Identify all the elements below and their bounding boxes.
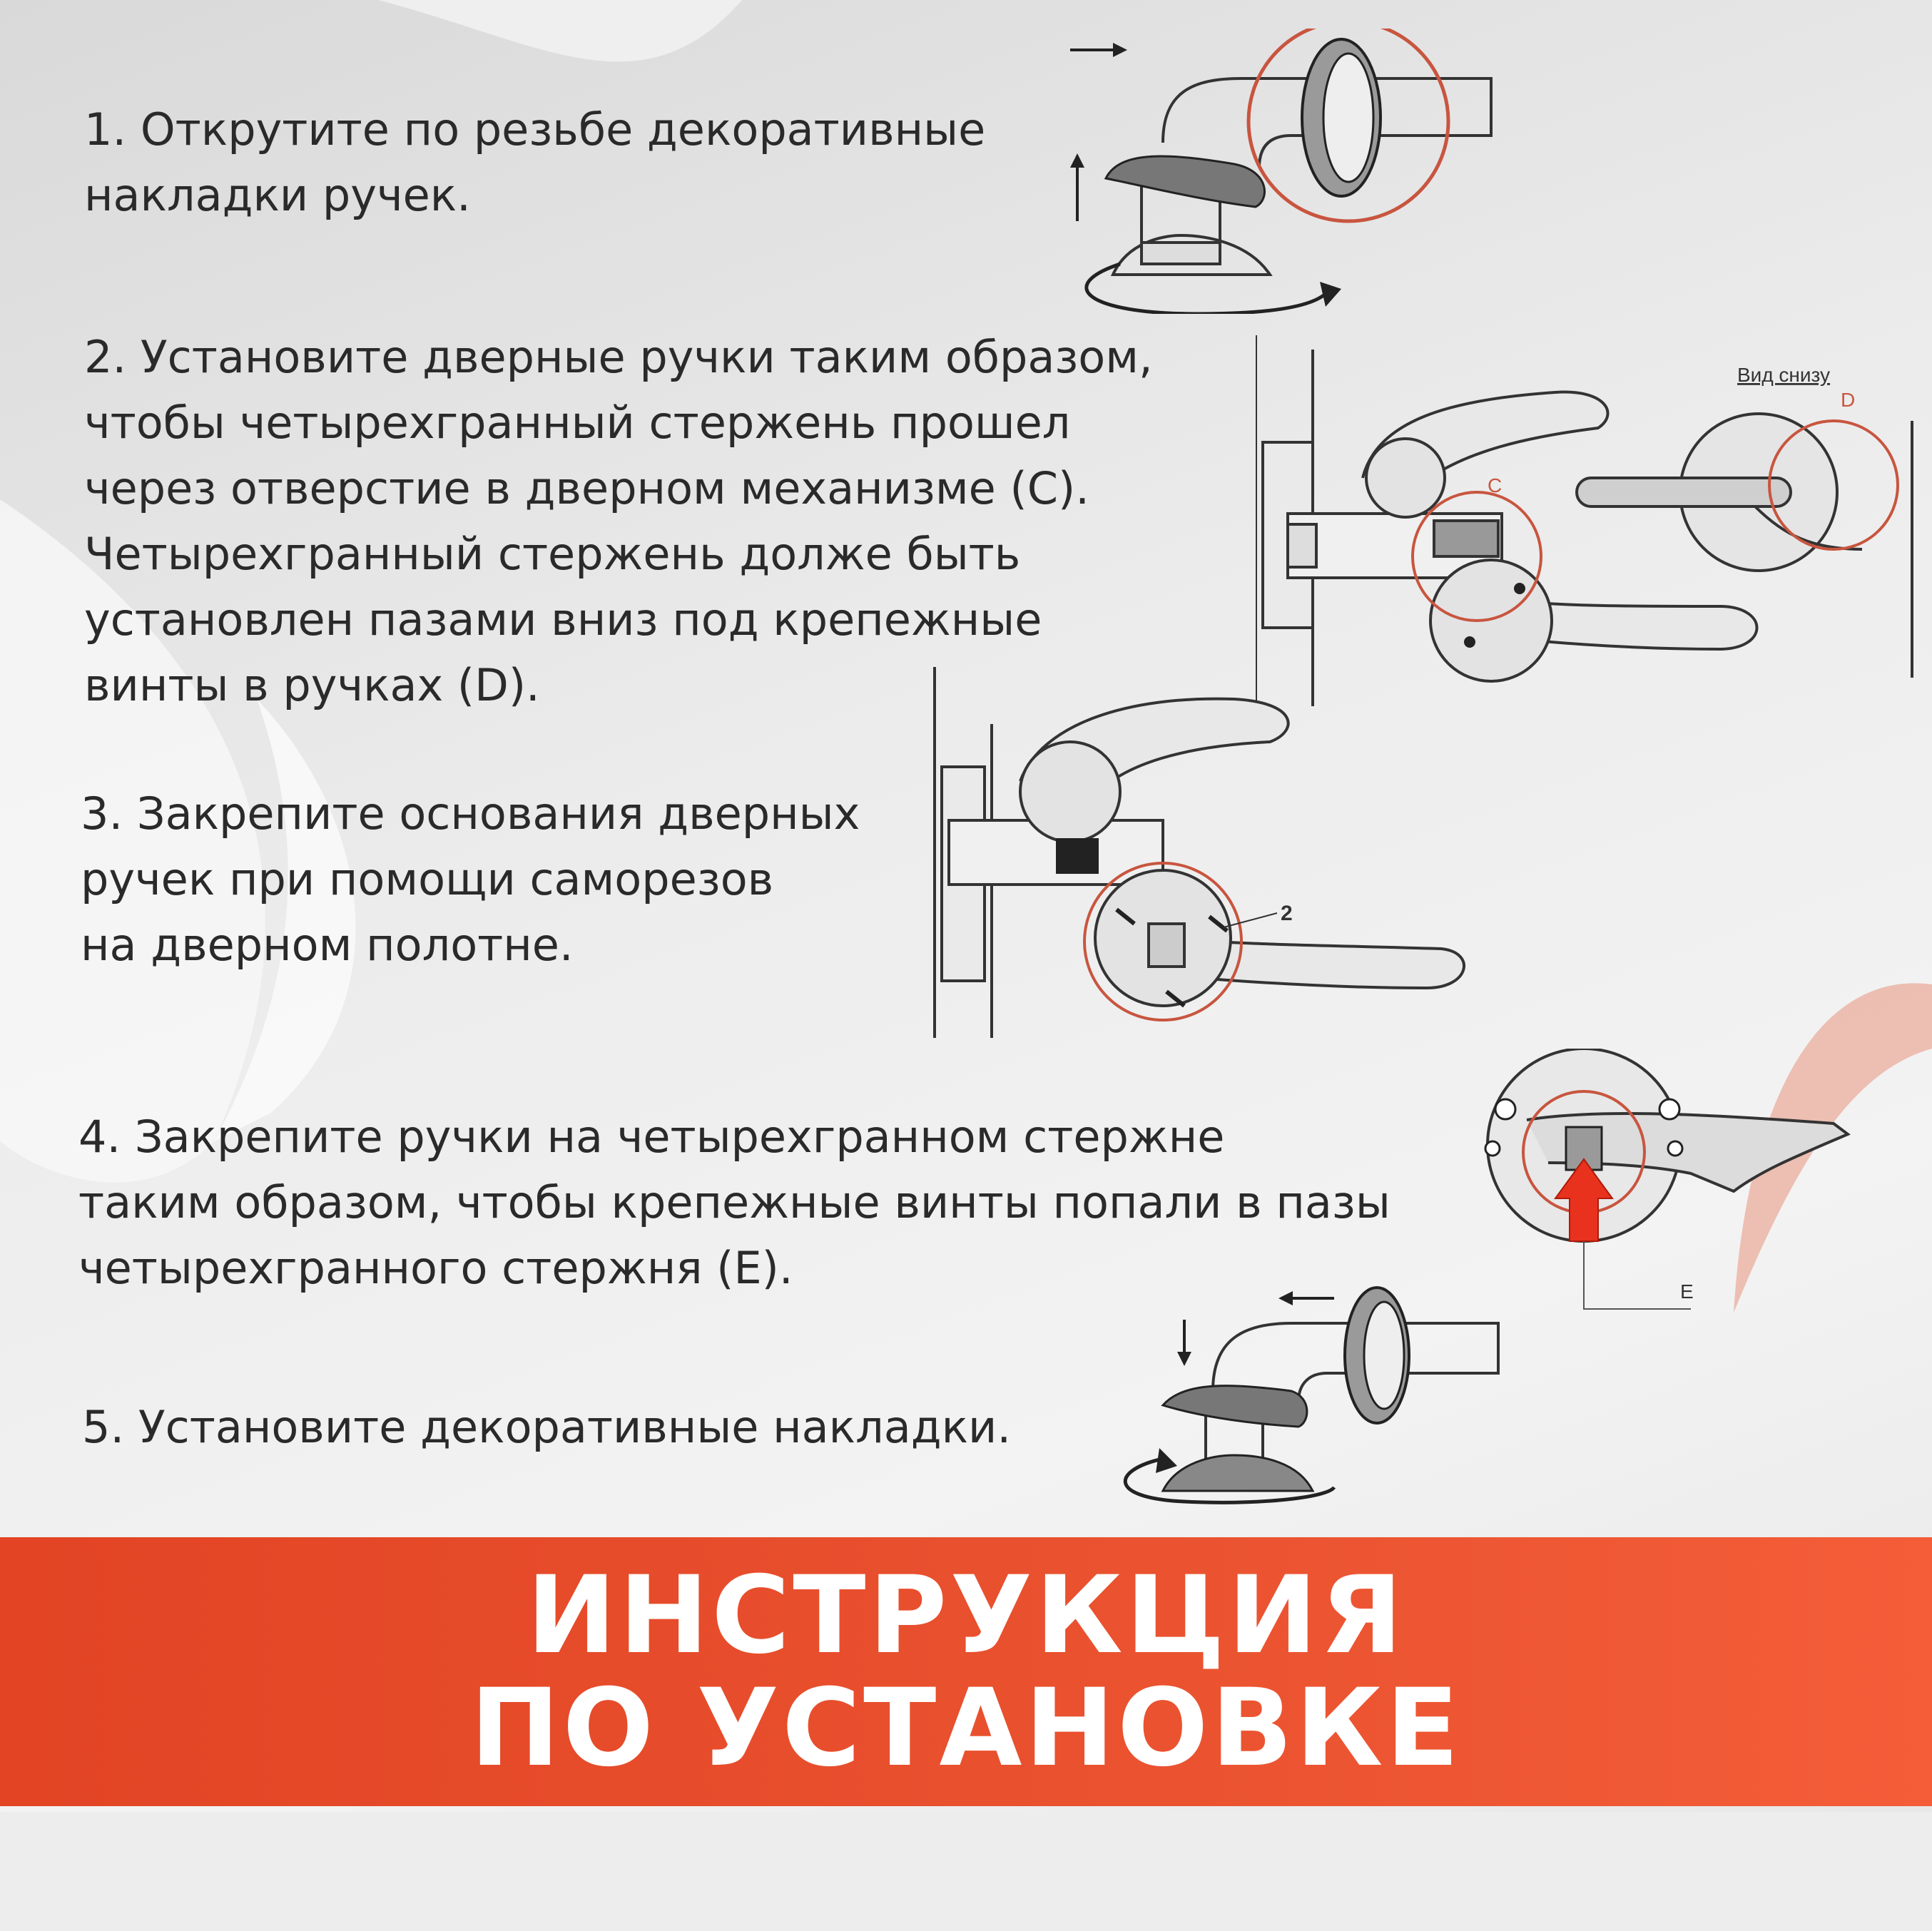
step-2-line-3: через отверстие в дверном механизме (С). [84,462,1089,514]
mount-screw-left [1495,1099,1515,1119]
label-c: C [1488,474,1503,496]
step-2-text [84,325,1153,718]
step-1-line-1: 1. Открутите по резьбе декоративные [84,103,986,156]
step-4-line-3: четырехгранного стержня (Е). [78,1242,793,1294]
step-5-line-1: 5. Установите декоративные накладки. [82,1401,1012,1453]
step-1-text [84,97,985,228]
step-1-line-2: накладки ручек. [84,169,471,221]
diagram-2-handles-through-lock [1256,335,1926,706]
banner-title-line-1: ИНСТРУКЦИЯ [527,1553,1405,1678]
diagram-5-install-covers [1099,1284,1527,1512]
label-screw-number: 2 [1281,902,1293,925]
diagram-4-screws-grooves [1477,1049,1891,1327]
step-3-text [81,781,860,978]
cover-cap-top [1163,1386,1307,1427]
white-swoosh-top [378,0,742,61]
step-2-line-1: 2. Установите дверные ручки таким образом, [84,331,1153,383]
step-5-text [82,1395,1011,1460]
diagram-3-fix-bases [927,667,1498,1038]
label-bottom-view: Вид снизу [1737,364,1831,386]
step-4-line-1: 4. Закрепите ручки на четырехгранном стержне [78,1111,1225,1163]
banner-title-line-2: ПО УСТАНОВКЕ [470,1666,1462,1790]
label-e: E [1680,1280,1694,1303]
step-4-line-2: таким образом, чтобы крепежные винты попали в пазы [78,1176,1390,1228]
label-d: D [1841,389,1856,411]
step-3-line-1: 3. Закрепите основания дверных [81,788,860,840]
step-2-line-4: Четырехгранный стержень долже быть [84,528,1021,580]
cover-base [1163,1455,1313,1491]
step-2-line-5: установлен пазами вниз под крепежные [84,593,1042,646]
screw-hole [1464,636,1475,648]
step-2-line-6: винты в ручках (D). [84,659,540,711]
step-3-line-3: на дверном полотне. [81,919,574,971]
title-banner [0,1537,1932,1806]
step-3-line-2: ручек при помощи саморезов [81,853,774,905]
diagram-1-unscrew-cover [1056,29,1512,314]
cover-cap [1106,156,1264,207]
white-swoosh-bottom [0,1812,1932,1931]
step-2-line-2: чтобы четырехгранный стержень прошел [84,397,1071,449]
step-4-text [78,1104,1390,1301]
lock-latch-hole [1056,838,1099,874]
